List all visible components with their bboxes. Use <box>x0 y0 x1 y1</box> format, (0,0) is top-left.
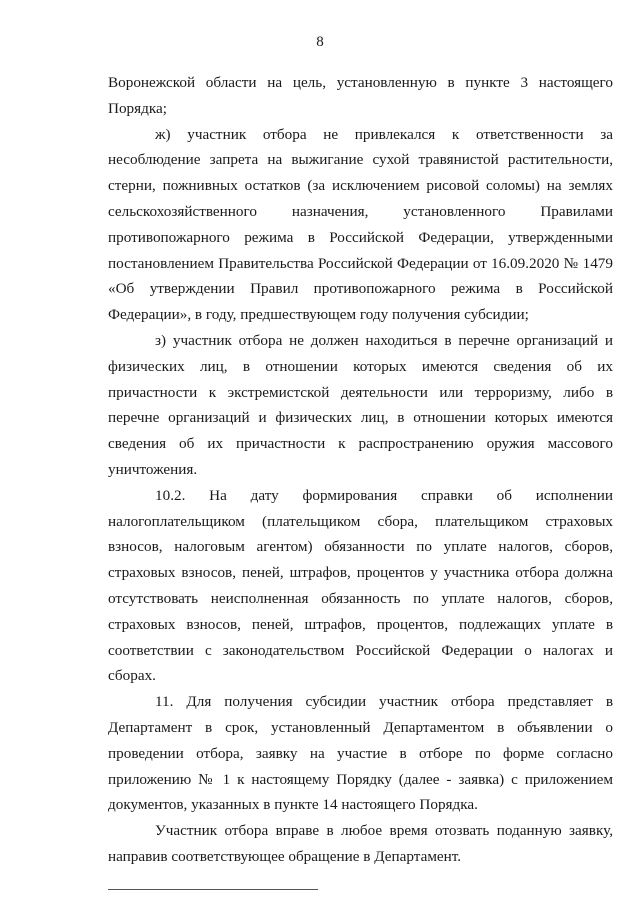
paragraph-clause-11: 11. Для получения субсидии участник отбора представляет в Департамент в срок, установленный Департаментом в объявлении о проведении отбора, заявку на участие в отборе по форме согласно приложению № 1 к настоящему Порядку (далее - заявка) с приложением документов, указанных в пункте 14 настоящего Порядка. <box>108 693 613 814</box>
paragraph-item-zh: ж) участник отбора не привлекался к ответственности за несоблюдение запрета на выжигание сухой травянистой растительности, стерни, пожнивных остатков (за исключением рисовой соломы) на землях сельскохозяйственного назначения, установленного Правилами противопожарного режима в Российской Федерации, утвержденными постановлением Правительства Российской Федерации от 16.09.2020 № 1479 «Об утверждении Правил противопожарного режима в Российской Федерации», в году, предшествующем году получения субсидии; <box>108 125 613 324</box>
footer-divider <box>108 889 318 890</box>
paragraph-continuation: Воронежской области на цель, установленную в пункте 3 настоящего Порядка; <box>108 74 613 117</box>
paragraph-withdrawal: Участник отбора вправе в любое время отозвать поданную заявку, направив соответствующее обращение в Департамент. <box>108 822 613 865</box>
paragraph-item-z: з) участник отбора не должен находиться в перечне организаций и физических лиц, в отношении которых имеются сведения об их причастности к экстремистской деятельности или терроризму, либо в перечне организаций и физических лиц, в отношении которых имеются сведения об их причастности к распространению оружия массового уничтожения. <box>108 331 613 478</box>
paragraph-clause-10-2: 10.2. На дату формирования справки об исполнении налогоплательщиком (плательщиком сбора, плательщиком страховых взносов, налоговым агентом) обязанности по уплате налогов, сборов, страховых взносов, пеней, штрафов, процентов у участника отбора должна отсутствовать неисполненная обязанность по уплате налогов, сборов, страховых взносов, пеней, штрафов, процентов, подлежащих уплате в соответствии с законодательством Российской Федерации о налогах и сборах. <box>108 486 613 685</box>
document-body <box>108 70 613 870</box>
page-number: 8 <box>316 34 324 50</box>
